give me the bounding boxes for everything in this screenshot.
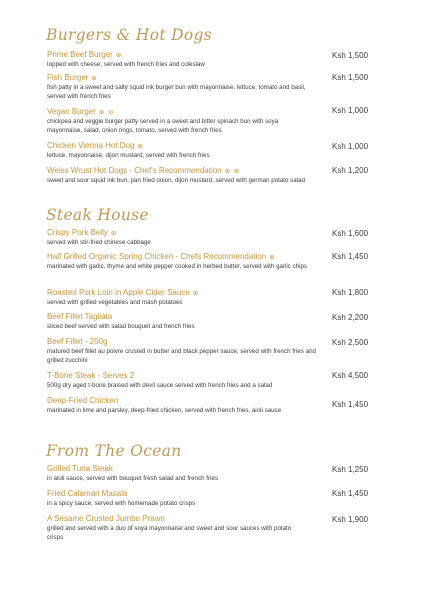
item-description: 500g dry aged t-bone braised with devil sauce served with french fries and a salad bbox=[47, 382, 273, 389]
item-price: Ksh 1,250 bbox=[332, 465, 369, 474]
item-price: Ksh 1,450 bbox=[332, 252, 369, 261]
item-description: marinated with garlic, thyme and white pepper cooked in herbed butter, served with garlic chips bbox=[47, 263, 308, 270]
item-name: Beef Fillet - 250g bbox=[47, 337, 108, 346]
menu-item bbox=[47, 288, 377, 308]
item-name: Weiss Wrust Hot Dogs - Chef's Recommendation bbox=[47, 166, 222, 175]
menu-item bbox=[47, 228, 377, 248]
item-name: Crispy Pork Belly bbox=[47, 228, 108, 237]
dietary-badge-icon: ⊕ bbox=[110, 230, 118, 237]
item-price: Ksh 1,900 bbox=[332, 515, 369, 524]
item-price: Ksh 2,200 bbox=[332, 313, 369, 322]
menu-item bbox=[47, 50, 377, 70]
item-description: topped with cheese, served with french fries and coleslaw bbox=[47, 61, 205, 68]
section-title-from-the-ocean: From The Ocean bbox=[46, 442, 182, 460]
item-price: Ksh 1,200 bbox=[332, 166, 369, 175]
item-name: Fried Calamari Masala bbox=[47, 489, 128, 498]
item-name: Fish Burger bbox=[47, 73, 89, 82]
item-price: Ksh 1,500 bbox=[332, 73, 369, 82]
item-name: Roasted Pork Loin in Apple Cider Sauce bbox=[47, 288, 190, 297]
item-description: matured beef fillet au poivre crusted in butter and black pepper sauce, served with french fries and grilled zucchini bbox=[47, 348, 316, 364]
item-price: Ksh 1,000 bbox=[332, 142, 369, 151]
item-description: sweet and sour squid ink bun, pan fried onion, dijon mustard, served with german potato salad bbox=[47, 177, 305, 184]
item-price: Ksh 1,450 bbox=[332, 400, 369, 409]
item-description: lettuce, mayonnaise, dijon mustard, served with french fries bbox=[47, 152, 210, 159]
menu-item bbox=[47, 371, 377, 391]
section-title-burgers: Burgers & Hot Dogs bbox=[46, 26, 212, 44]
item-name: Deep-Fried Chicken bbox=[47, 396, 119, 405]
menu-item bbox=[47, 141, 377, 161]
item-description: sliced beef served with salad bouquet and french fries bbox=[47, 323, 195, 330]
dietary-badge-icon: ⊕ bbox=[269, 254, 276, 261]
menu-item bbox=[47, 514, 377, 542]
item-name: Chicken Vienna Hot Dog bbox=[47, 141, 135, 150]
dietary-badge-icon: ⊕ bbox=[91, 75, 98, 82]
menu-item bbox=[47, 252, 377, 272]
item-name: Grilled Tuna Steak bbox=[47, 464, 113, 473]
item-name: Prime Beef Burger bbox=[47, 50, 113, 59]
item-name: Beef Fillet Tagliata bbox=[47, 312, 113, 321]
item-description: grilled and served with a duo of soya mayonnaise and sweet and sour sauces with potato crisps bbox=[47, 525, 292, 541]
item-name: T-Bone Steak - Serves 2 bbox=[47, 371, 135, 380]
item-price: Ksh 1,500 bbox=[332, 51, 369, 60]
menu-item bbox=[47, 337, 377, 365]
item-description: served with stir-fried chinese cabbage bbox=[47, 239, 151, 246]
item-name: Half Grilled Organic Spring Chicken - Chefs Recommendation bbox=[47, 252, 267, 261]
menu-item bbox=[47, 464, 377, 484]
section-title-steak-house: Steak House bbox=[46, 206, 149, 224]
item-description: chickpea and veggie burger patty served in a sweet and bitter spinach bun with soya mayonnaise, salad, onion rings, tomato, served with french fries bbox=[47, 118, 279, 134]
menu-item bbox=[47, 396, 377, 416]
item-price: Ksh 4,500 bbox=[332, 371, 369, 380]
item-name: A Sesame Crusted Jumbo Prawn bbox=[47, 514, 165, 523]
menu-item bbox=[47, 312, 377, 332]
item-price: Ksh 1,800 bbox=[332, 288, 369, 297]
menu-item bbox=[47, 166, 377, 186]
menu-item bbox=[47, 107, 377, 135]
dietary-badge-icon: ⊕ bbox=[192, 290, 200, 297]
item-price: Ksh 1,450 bbox=[332, 489, 369, 498]
item-price: Ksh 2,500 bbox=[332, 338, 369, 347]
item-name: Vegan Burger bbox=[47, 107, 96, 116]
item-description: fish patty in a sweet and salty squid ink burger bun with mayonnaise, lettuce, tomato and basil, served with french fries bbox=[47, 84, 306, 100]
dietary-badge-icon: ⊕ bbox=[115, 52, 123, 59]
menu-item bbox=[47, 73, 377, 101]
dietary-badge-icon: ⊕ bbox=[137, 143, 144, 150]
item-description: in aioli sauce, served with bouquet fresh salad and french fries bbox=[47, 475, 218, 482]
dietary-badge-icon: ⊕ ⊕ bbox=[224, 168, 241, 175]
item-price: Ksh 1,600 bbox=[332, 229, 369, 238]
item-price: Ksh 1,000 bbox=[332, 106, 369, 115]
item-description: served with grilled vegetables and mash potatoes bbox=[47, 299, 183, 306]
item-description: marinated in lime and parsley, deep-fried chicken, served with french fries, aioli sauce bbox=[47, 407, 282, 414]
item-description: in a spicy sauce, served with homemade potato crisps bbox=[47, 500, 196, 507]
menu-item bbox=[47, 489, 377, 509]
dietary-badge-icon: ⊕ ⊖ bbox=[98, 109, 115, 116]
